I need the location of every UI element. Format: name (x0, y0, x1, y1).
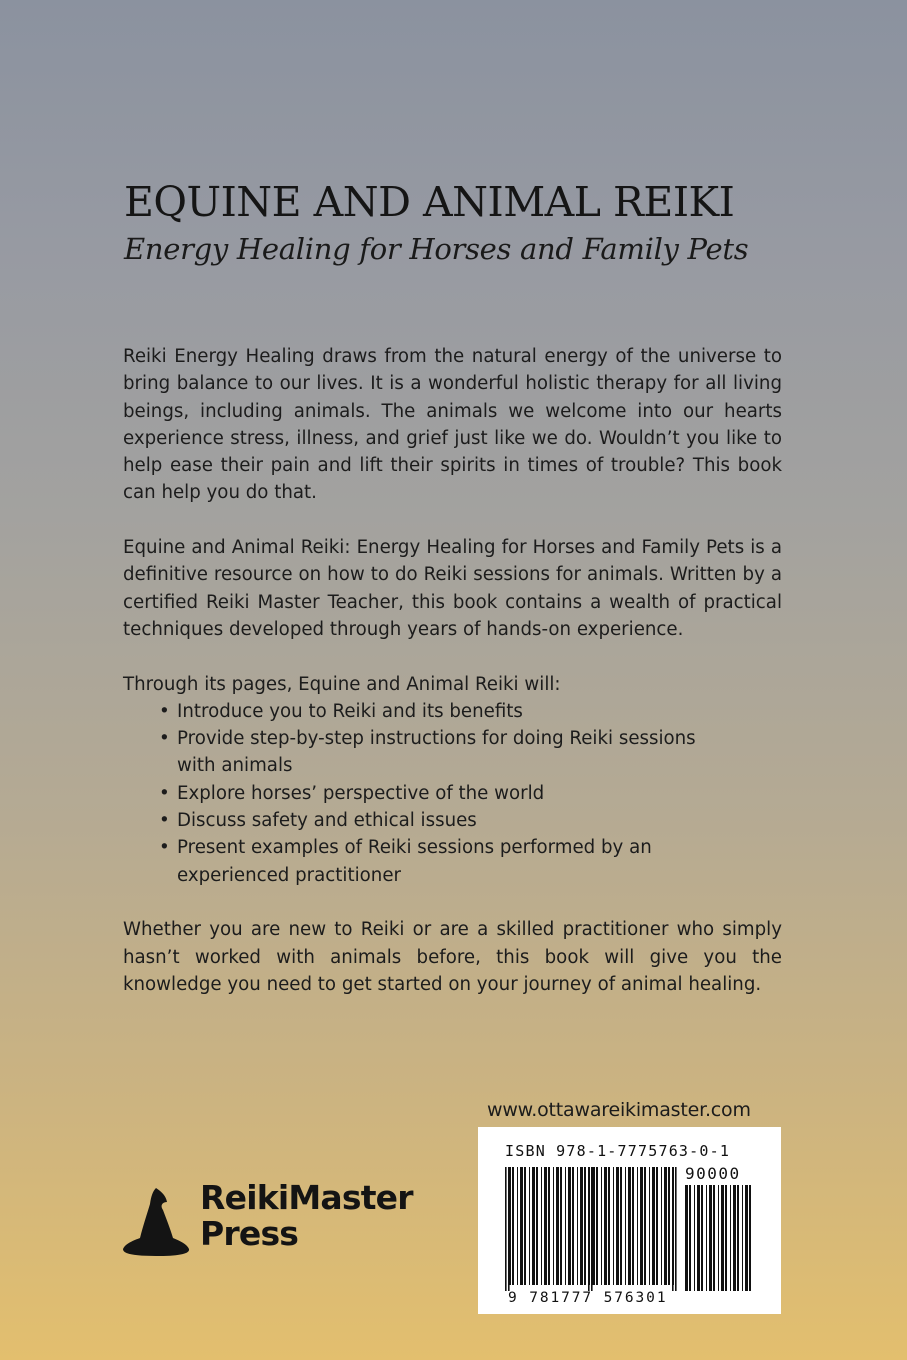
barcode-bar (664, 1167, 667, 1285)
list-item (159, 807, 717, 834)
list-item-text: Explore horses’ perspective of the world (177, 782, 545, 804)
barcode-bar (697, 1185, 700, 1291)
list-item (159, 834, 717, 889)
barcode-bar (548, 1167, 550, 1285)
barcode-bar (706, 1185, 707, 1291)
barcode-bar (632, 1167, 634, 1285)
barcode-bar (737, 1185, 739, 1291)
barcode-bar (517, 1167, 518, 1285)
barcode-bar (565, 1167, 566, 1285)
barcode-bar (604, 1167, 607, 1285)
description-paragraph: Reiki Energy Healing draws from the natural energy of the universe to bring balance to our lives. It is a wonderful holistic therapy for all living beings, including animals. The animals we welcome into our hearts experience stress, illness, and grief just like we do. Wouldn’t you like to help ease their pain and lift their spirits in times of trouble? This book can help you do that. (123, 346, 782, 504)
barcode-bar (668, 1167, 670, 1285)
barcode-bar (733, 1185, 736, 1291)
book-description (123, 343, 782, 1025)
barcode-bar (701, 1185, 703, 1291)
isbn-barcode (478, 1127, 781, 1314)
publisher-logo (122, 1180, 442, 1260)
barcode-bar (568, 1167, 571, 1285)
barcode-bar (721, 1185, 724, 1291)
bullet-icon: • (159, 837, 170, 859)
barcode-bar (640, 1167, 643, 1285)
bullet-icon: • (159, 782, 170, 804)
bullet-icon: • (159, 810, 170, 832)
barcode-bar (541, 1167, 542, 1285)
bullet-icon: • (159, 700, 170, 722)
publisher-name (200, 1180, 413, 1252)
barcode-bar (709, 1185, 712, 1291)
barcode-bar (524, 1167, 526, 1285)
barcode-bar (613, 1167, 614, 1285)
witch-hat-icon (122, 1186, 190, 1258)
bullet-icon: • (159, 728, 170, 750)
barcode-bar (596, 1167, 598, 1285)
ean-digits: 9 781777 576301 (508, 1290, 668, 1306)
description-paragraph: Whether you are new to Reiki or are a skilled practitioner who simply hasn’t worked with animals before, this book will give you the knowledge you need to get started on your journey of animal healing. (123, 919, 782, 995)
barcode-bar (580, 1167, 583, 1285)
barcode-bar (544, 1167, 547, 1285)
description-paragraph: Equine and Animal Reiki: Energy Healing for Horses and Family Pets is a definitive resource on how to do Reiki sessions for animals. Written by a certified Reiki Master Teacher, this book contains a wealth of practical techniques developed through years of hands-on experience. (123, 537, 782, 640)
barcode-bar (656, 1167, 658, 1285)
barcode-bar (742, 1185, 743, 1291)
barcode-guard-bar (672, 1167, 674, 1291)
barcode-bar (536, 1167, 538, 1285)
list-item (159, 698, 717, 725)
barcode-bar (601, 1167, 602, 1285)
barcode-bar (749, 1185, 751, 1291)
barcode-bar (616, 1167, 619, 1285)
barcode-bar (725, 1185, 727, 1291)
barcode-guard-bar (505, 1167, 507, 1291)
isbn-label: ISBN 978-1-7775763-0-1 (505, 1142, 731, 1160)
barcode-bar (584, 1167, 586, 1285)
barcode-bar (553, 1167, 554, 1285)
barcode-guard-bar (588, 1167, 590, 1291)
book-title: EQUINE AND ANIMAL REIKI (124, 178, 735, 226)
list-item-text: Discuss safety and ethical issues (177, 810, 477, 832)
publisher-website: www.ottawareikimaster.com (487, 1099, 751, 1121)
barcode-bar (689, 1185, 691, 1291)
barcode-bar (560, 1167, 562, 1285)
price-code: 90000 (685, 1164, 741, 1183)
list-item (159, 780, 717, 807)
barcode-bar (532, 1167, 535, 1285)
list-item (159, 725, 717, 780)
barcode-bar (649, 1167, 650, 1285)
barcode-bar (637, 1167, 638, 1285)
barcode-guard-bar (591, 1167, 593, 1291)
barcode-bar (730, 1185, 731, 1291)
barcode-bar (572, 1167, 574, 1285)
barcode-bar (713, 1185, 715, 1291)
list-item-text: Present examples of Reiki sessions performed by an experienced practitioner (177, 837, 652, 886)
barcode-graphic (478, 1127, 781, 1314)
barcode-bar (520, 1167, 523, 1285)
list-item-text: Provide step-by-step instructions for doing Reiki sessions with animals (177, 728, 696, 777)
barcode-bar (718, 1185, 719, 1291)
barcode-bar (577, 1167, 578, 1285)
barcode-bar (685, 1185, 688, 1291)
barcode-bar (512, 1167, 514, 1285)
publisher-name-line2: Press (200, 1214, 299, 1253)
list-item-text: Introduce you to Reiki and its benefits (177, 700, 523, 722)
benefits-list (123, 698, 782, 889)
barcode-bar (694, 1185, 695, 1291)
barcode-bar (661, 1167, 662, 1285)
book-subtitle: Energy Healing for Horses and Family Pets (124, 232, 749, 266)
barcode-bar (745, 1185, 748, 1291)
barcode-bar (556, 1167, 559, 1285)
barcode-bar (625, 1167, 626, 1285)
barcode-bar (652, 1167, 655, 1285)
list-intro: Through its pages, Equine and Animal Reiki will: (123, 673, 561, 695)
barcode-guard-bar (508, 1167, 510, 1291)
publisher-name-line1: ReikiMaster (200, 1178, 413, 1217)
barcode-bar (644, 1167, 646, 1285)
barcode-bar (608, 1167, 610, 1285)
barcode-bar (628, 1167, 631, 1285)
barcode-guard-bar (675, 1167, 677, 1291)
barcode-bar (620, 1167, 622, 1285)
barcode-bar (529, 1167, 530, 1285)
